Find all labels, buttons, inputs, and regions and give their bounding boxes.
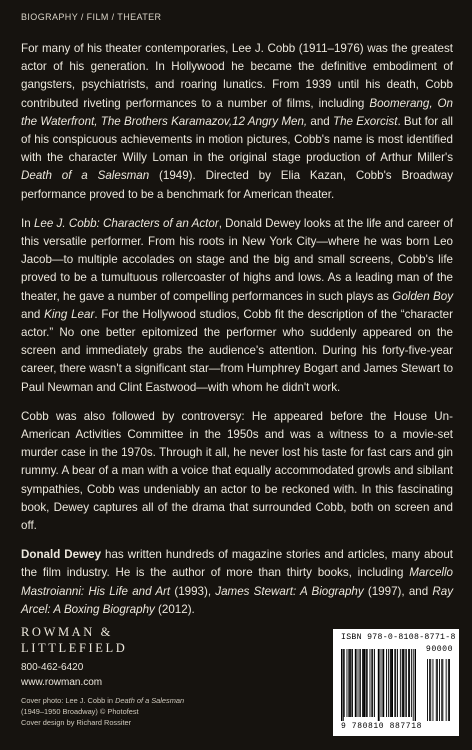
- barcode-bar: [372, 649, 373, 717]
- text-run: In: [21, 216, 34, 230]
- text-run: and: [21, 307, 45, 321]
- barcode-bar: [367, 649, 368, 717]
- barcode-bar: [403, 649, 404, 717]
- addon-bar: [433, 659, 434, 721]
- author-bio: [21, 546, 453, 619]
- paragraph-intro: [21, 40, 453, 204]
- paragraph-book: [21, 215, 453, 397]
- text-run: Cover photo: Lee J. Cobb in: [21, 696, 116, 705]
- addon-bar: [437, 659, 438, 721]
- author-name: Donald Dewey: [21, 548, 102, 562]
- barcode-bar: [343, 649, 344, 721]
- barcode-bar: [374, 649, 375, 717]
- barcode-bar: [394, 649, 395, 717]
- barcode-digits: 9 780810 887718: [341, 722, 423, 731]
- photo-credit-line-2: (1949–1950 Broadway) © Photofest: [21, 707, 139, 716]
- play-title: Death of a Salesman: [21, 169, 150, 183]
- barcode-bar: [358, 649, 359, 717]
- book-title: Marcello Mastroianni: His Life and Art: [21, 566, 453, 598]
- barcode-bar: [352, 649, 353, 717]
- barcode-bar: [348, 649, 349, 717]
- text-run: has written hundreds of magazine stories and articles, many about the film industry. He is the author of more than thirty books, including: [21, 548, 453, 580]
- barcode-bar: [409, 649, 410, 717]
- isbn-barcode: [333, 629, 459, 736]
- cover-credits: [21, 695, 261, 728]
- addon-bar: [448, 659, 449, 721]
- barcode-bar: [392, 649, 393, 717]
- barcode-bar: [341, 649, 342, 721]
- barcode-bar: [371, 649, 372, 717]
- barcode-bar: [370, 649, 371, 717]
- barcode-bar: [356, 649, 357, 717]
- text-run: . But for all of his conspicuous achievements in motion pictures, Cobb's name is most identified with the character Willy Loman in the original stage production of Arthur Miller's: [21, 114, 453, 165]
- barcode-bar: [381, 649, 382, 717]
- play-title: Death of a Salesman: [115, 696, 185, 705]
- barcode-bar: [411, 649, 412, 717]
- barcode-bar: [383, 649, 384, 717]
- film-titles: Boomerang, On the Waterfront, The Brothers Karamazov,12 Angry Men,: [21, 96, 453, 128]
- book-title: Lee J. Cobb: Characters of an Actor: [33, 216, 219, 230]
- film-title: The Exorcist: [332, 114, 398, 128]
- book-title: James Stewart: A Biography: [215, 584, 364, 598]
- barcode-bar: [379, 649, 380, 721]
- publisher-website: www.rowman.com: [21, 677, 103, 688]
- publisher-logo-line-2: LITTLEFIELD: [21, 641, 128, 655]
- barcode-bar: [415, 649, 416, 721]
- barcode-bar: [395, 649, 396, 717]
- text-run: (1993),: [170, 584, 216, 598]
- barcode-bar: [388, 649, 389, 717]
- publisher-contact: [21, 660, 221, 690]
- barcode-bar: [408, 649, 409, 717]
- addon-bar: [442, 659, 443, 721]
- barcode-bar: [402, 649, 403, 717]
- addon-bar: [439, 659, 440, 721]
- text-run: . For the Hollywood studios, Cobb fit the description of the “character actor.” No one better epitomized the performer who suddenly appeared on the screen and immediately grabs the audience's attention. During his forty-five-year career, there wasn't a significant star—from Humphrey Bogart and James Stewart to Paul Newman and Clint Eastwood—with whom he didn't work.: [21, 307, 454, 394]
- play-title: Golden Boy: [392, 289, 453, 303]
- barcode-bar: [405, 649, 406, 717]
- addon-bar: [436, 659, 437, 721]
- barcode-bar: [413, 649, 414, 721]
- publisher-block: [21, 624, 221, 690]
- isbn-number: ISBN 978-0-8108-8771-8: [341, 633, 456, 642]
- text-run: and: [307, 114, 333, 128]
- addon-bar: [449, 659, 450, 721]
- barcode-bar: [386, 649, 387, 717]
- barcode-bar: [344, 649, 345, 717]
- category-label: BIOGRAPHY / FILM / THEATER: [21, 12, 162, 22]
- barcode-bar: [350, 649, 351, 717]
- barcode-bar: [366, 649, 367, 717]
- publisher-logo-line-1: ROWMAN &: [21, 625, 113, 639]
- barcode-bar: [397, 649, 398, 717]
- barcode-bar: [359, 649, 360, 717]
- text-run: (1949). Directed by Elia Kazan, Cobb's Broadway performance proved to be a benchmark for American theater.: [21, 169, 453, 201]
- barcode-bar: [390, 649, 391, 717]
- paragraph-controversy: Cobb was also followed by controversy: He appeared before the House Un-American Activities Committee in the 1950s and was a witness to a movie-set murder case in the 1970s. Through it all, he never lost his taste for fast cars and gin rummy. A bear of a man with a voice that equally accommodated growls and sibilant sympathies, Cobb was undeniably an actor to be reckoned with. In this fascinating book, Dewey captures all of the drama that surrounded Cobb, both on screen and off.: [21, 409, 453, 533]
- barcode-bar: [347, 649, 348, 717]
- addon-bar: [429, 659, 430, 721]
- addon-bar: [441, 659, 442, 721]
- publisher-phone: 800-462-6420: [21, 662, 84, 673]
- design-credit: Cover design by Richard Rossiter: [21, 718, 132, 727]
- text-run: For many of his theater contemporaries, Lee J. Cobb (1911–1976) was the greatest actor of his generation. In Hollywood he became the definitive embodiment of gangsters, psychiatrists, and roaring lunatics. From 1939 until his death, Cobb contributed riveting performances to a number of films, including: [21, 42, 453, 110]
- photo-credit-line-1: [21, 695, 261, 706]
- barcode-bar: [404, 649, 405, 717]
- barcode-bar: [362, 649, 363, 717]
- barcode-bar: [364, 649, 365, 717]
- addon-bar: [430, 659, 431, 721]
- cover-copy: [21, 40, 453, 630]
- barcode-bar: [391, 649, 392, 717]
- addon-bar: [446, 659, 447, 721]
- text-run: (1997), and: [363, 584, 433, 598]
- text-run: , Donald Dewey looks at the life and career of this versatile performer. From his roots in New York City—where he was born Leo Jacob—to multiple accolades on stage and the big and small screens, Cobb's life proved to be a tumultuous rollercoaster of highs and lows. As a leading man of the theater, he gave a number of compelling performances in such plays as: [21, 216, 453, 303]
- barcode-bars: [339, 643, 453, 723]
- barcode-bar: [363, 649, 364, 717]
- book-title: Ray Arcel: A Boxing Biography: [21, 584, 453, 616]
- play-title: King Lear: [44, 307, 95, 321]
- addon-bar: [427, 659, 428, 721]
- barcode-bar: [400, 649, 401, 717]
- barcode-bar: [349, 649, 350, 717]
- text-run: (2012).: [154, 602, 195, 616]
- price-code: 90000: [425, 645, 453, 654]
